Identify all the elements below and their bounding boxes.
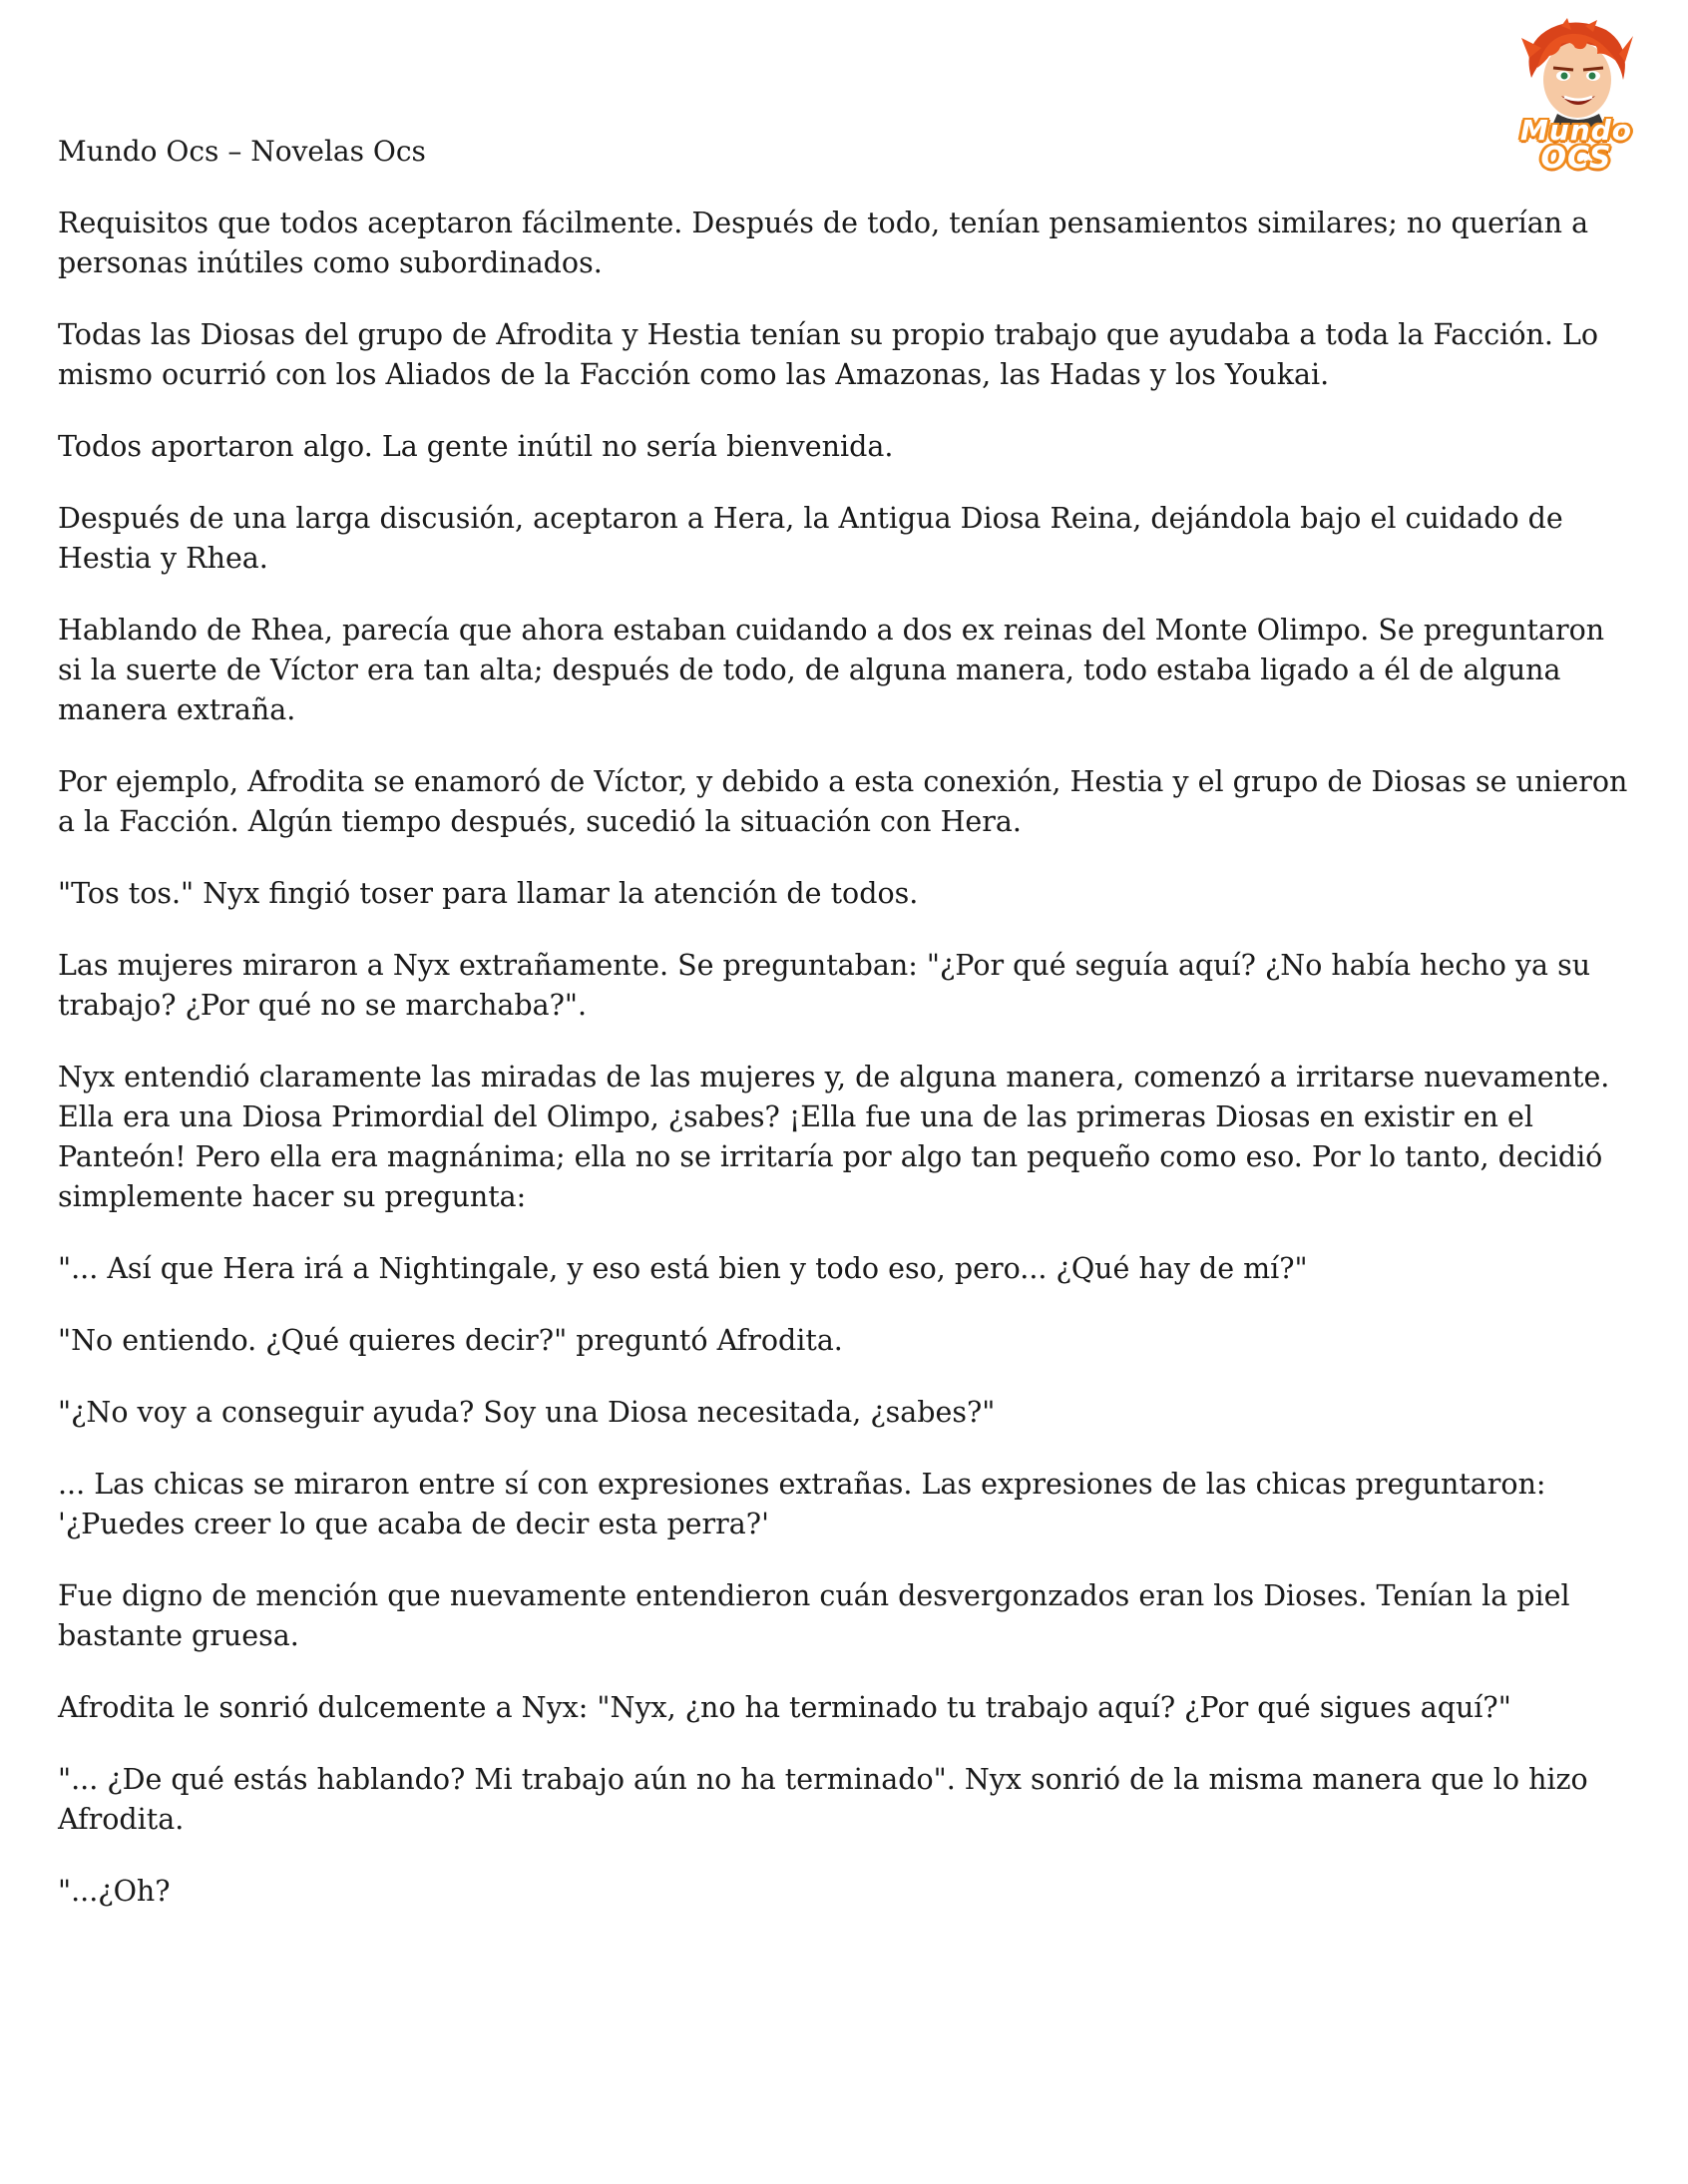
paragraph: Nyx entendió claramente las miradas de las mujeres y, de alguna manera, comenzó a irritarse nuevamente. Ella era una Diosa Primordial del Olimpo, ¿sabes? ¡Ella fue una de las primeras Diosas en existir en el Panteón! Pero ella era magnánima; ella no se irritaría por algo tan pequeño como eso. Por lo tanto, decidió simplemente hacer su pregunta: [58,1061,1610,1213]
paragraph: Las mujeres miraron a Nyx extrañamente. Se preguntaban: "¿Por qué seguía aquí? ¿No había hecho ya su trabajo? ¿Por qué no se marchaba?". [58,949,1591,1022]
document-header: Mundo Ocs – Novelas Ocs [58,135,426,168]
logo-text-line1: Mundo [1519,114,1632,147]
document-body [58,204,1634,1944]
paragraph: Afrodita le sonrió dulcemente a Nyx: "Nyx, ¿no ha terminado tu trabajo aquí? ¿Por qué sigues aquí?" [58,1691,1511,1724]
paragraph: Después de una larga discusión, aceptaron a Hera, la Antigua Diosa Reina, dejándola bajo el cuidado de Hestia y Rhea. [58,502,1563,575]
anime-character-logo-icon [1501,18,1651,176]
paragraph: Hablando de Rhea, parecía que ahora estaban cuidando a dos ex reinas del Monte Olimpo. Se preguntaron si la suerte de Víctor era tan alta; después de todo, de alguna manera, todo estaba ligado a él de alguna manera extraña. [58,614,1605,726]
paragraph: "No entiendo. ¿Qué quieres decir?" preguntó Afrodita. [58,1324,843,1357]
logo-text-line2: OCS [1540,141,1612,176]
paragraph: Por ejemplo, Afrodita se enamoró de Víctor, y debido a esta conexión, Hestia y el grupo de Diosas se unieron a la Facción. Algún tiempo después, sucedió la situación con Hera. [58,765,1628,838]
paragraph: Todos aportaron algo. La gente inútil no sería bienvenida. [58,430,894,463]
paragraph: "... ¿De qué estás hablando? Mi trabajo aún no ha terminado". Nyx sonrió de la misma manera que lo hizo Afrodita. [58,1763,1588,1836]
paragraph: "Tos tos." Nyx fingió toser para llamar la atención de todos. [58,877,919,910]
paragraph: "... Así que Hera irá a Nightingale, y eso está bien y todo eso, pero... ¿Qué hay de mí?" [58,1252,1308,1285]
paragraph: Todas las Diosas del grupo de Afrodita y Hestia tenían su propio trabajo que ayudaba a toda la Facción. Lo mismo ocurrió con los Aliados de la Facción como las Amazonas, las Hadas y los Youkai. [58,318,1599,391]
paragraph: Fue digno de mención que nuevamente entendieron cuán desvergonzados eran los Dioses. Tenían la piel bastante gruesa. [58,1579,1570,1652]
character-face-icon [1501,18,1651,128]
paragraph: Requisitos que todos aceptaron fácilmente. Después de todo, tenían pensamientos similares; no querían a personas inútiles como subordinados. [58,207,1589,279]
paragraph: ... Las chicas se miraron entre sí con expresiones extrañas. Las expresiones de las chicas preguntaron: '¿Puedes creer lo que acaba de decir esta perra?' [58,1468,1546,1540]
paragraph: "...¿Oh? [58,1875,171,1908]
paragraph: "¿No voy a conseguir ayuda? Soy una Diosa necesitada, ¿sabes?" [58,1396,996,1429]
